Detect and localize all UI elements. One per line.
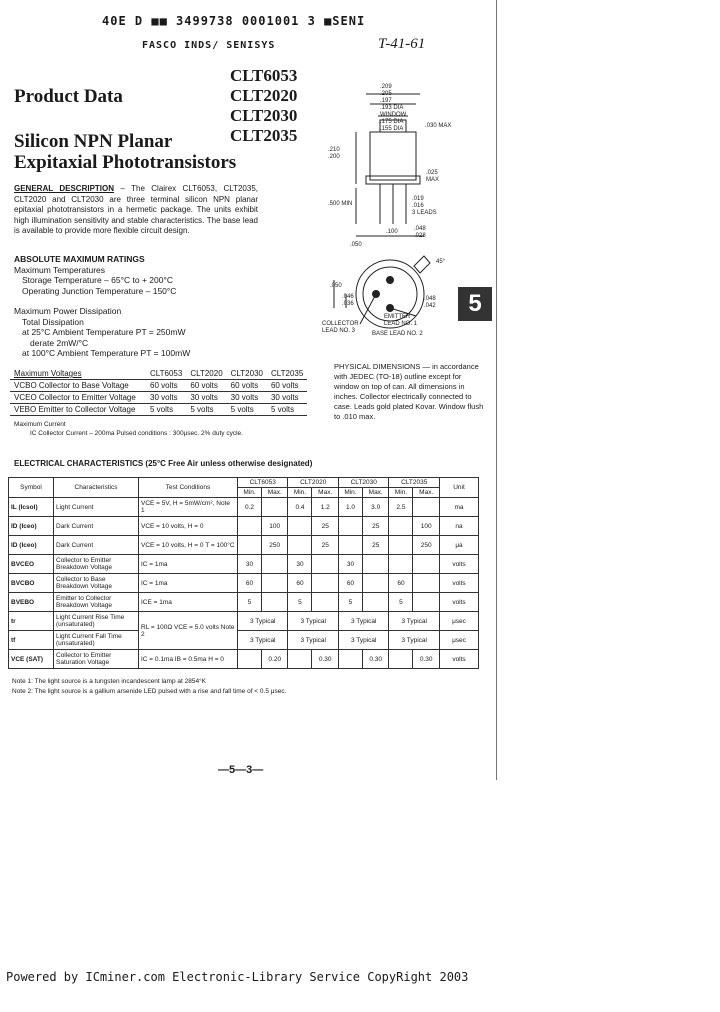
ec-unit: ma	[440, 498, 479, 517]
ec-value: 60	[338, 574, 362, 593]
dim-label: .019	[412, 196, 424, 202]
ec-symbol: ID (Iceo)	[9, 536, 54, 555]
company-name: FASCO INDS/ SENISYS	[142, 40, 276, 51]
dim-label: .028	[414, 233, 426, 239]
volt-col-1: CLT6053	[150, 369, 183, 378]
power-heading: Maximum Power Dissipation	[14, 306, 122, 316]
dim-label: .025	[426, 170, 438, 176]
ec-header-row	[9, 478, 479, 488]
model-3: CLT2030	[230, 106, 298, 125]
ec-symbol: tf	[9, 631, 54, 650]
ec-condition: RL = 100Ω VCE = 5.0 volts Note 2	[139, 612, 238, 650]
pin-collector	[387, 277, 394, 284]
ec-value	[288, 517, 312, 536]
dim-label-tab	[414, 226, 426, 240]
page-number: —5—3—	[218, 764, 264, 776]
ec-value	[288, 536, 312, 555]
ec-value	[413, 593, 440, 612]
bottom-view-inner	[363, 267, 417, 321]
dim-label: .155 DIA	[380, 126, 404, 132]
model-1: CLT6053	[230, 66, 298, 85]
voltage-value: 5 volts	[270, 405, 295, 414]
operating-temp: Operating Junction Temperature – 150°C	[22, 285, 177, 296]
subtitle-line2: Expitaxial Phototransistors	[14, 152, 237, 173]
ec-symbol: IL (Icsol)	[9, 498, 54, 517]
voltage-value: 5 volts	[190, 405, 214, 414]
ratings-block	[14, 254, 190, 359]
dim-label: .200	[328, 154, 340, 160]
current-heading: Maximum Current	[14, 421, 66, 428]
dim-label: .036	[342, 301, 354, 307]
dim-label-046	[342, 294, 354, 308]
voltage-value: 5 volts	[150, 405, 174, 414]
model-2: CLT2020	[230, 86, 298, 105]
voltage-value: 30 volts	[230, 393, 259, 402]
ec-value	[261, 574, 288, 593]
ec-head-min: Min.	[338, 488, 362, 498]
storage-temp: Storage Temperature – 65°C to + 200°C	[22, 275, 173, 285]
voltage-label: VEBO Emitter to Collector Voltage	[14, 405, 136, 414]
dim-label: .205	[380, 91, 392, 97]
ec-row	[9, 593, 479, 612]
ec-value	[312, 593, 339, 612]
ec-typical: 3 Typical	[288, 631, 338, 650]
general-heading: GENERAL DESCRIPTION	[14, 184, 115, 193]
ec-value	[413, 498, 440, 517]
ec-value: 5	[288, 593, 312, 612]
ec-value: 250	[413, 536, 440, 555]
dim-label: .209	[380, 84, 392, 90]
dissipation-25c: at 25°C Ambient Temperature PT = 250mW	[22, 327, 186, 337]
ec-head-min: Min.	[389, 488, 413, 498]
ec-value: 2.5	[389, 498, 413, 517]
ec-value	[238, 536, 262, 555]
voltage-value: 60 volts	[150, 381, 178, 390]
dim-label-025	[426, 170, 439, 184]
ec-characteristic: Light Current	[54, 498, 139, 517]
ec-value: 60	[238, 574, 262, 593]
dissipation-100c: at 100°C Ambient Temperature PT = 100mW	[22, 348, 191, 358]
ec-value: 25	[312, 536, 339, 555]
ec-value: 0.30	[312, 650, 339, 669]
ec-title: ELECTRICAL CHARACTERISTICS (25°C Free Air unless otherwise designated)	[14, 459, 313, 468]
volt-col-4: CLT2035	[270, 369, 304, 378]
ec-typical: 3 Typical	[338, 631, 388, 650]
ec-typical: 3 Typical	[288, 612, 338, 631]
ec-symbol: BVEBO	[9, 593, 54, 612]
tab-marker-number: 5	[468, 290, 482, 317]
footer-text: Powered by ICminer.com Electronic-Library Service CopyRight 2003	[6, 970, 469, 984]
ec-head-unit: Unit	[440, 478, 479, 498]
dim-label: .193 DIA	[380, 105, 404, 111]
emitter-label-lead: LEAD NO. 1	[384, 321, 418, 327]
subtitle-line1: Silicon NPN Planar	[14, 131, 173, 152]
label-base: BASE LEAD NO. 2	[372, 331, 423, 337]
ec-table	[8, 477, 479, 669]
ec-value: 25	[312, 517, 339, 536]
right-margin-rule	[496, 0, 497, 780]
ec-unit: μsec	[440, 631, 479, 650]
voltage-value: 60 volts	[270, 381, 299, 390]
ec-unit: volts	[440, 574, 479, 593]
ec-condition: IC = 0.1ma IB = 0.5ma H = 0	[139, 650, 238, 669]
ec-head-max: Max.	[413, 488, 440, 498]
voltage-value: 5 volts	[230, 405, 254, 414]
ec-head-symbol: Symbol	[9, 478, 54, 498]
ec-head-model: CLT6053	[238, 478, 288, 488]
ec-value: 60	[288, 574, 312, 593]
ec-characteristic: Collector to Base Breakdown Voltage	[54, 574, 139, 593]
ec-row	[9, 650, 479, 669]
ec-row	[9, 555, 479, 574]
ec-value	[389, 555, 413, 574]
ec-value	[389, 536, 413, 555]
ec-value	[312, 555, 339, 574]
ec-value	[338, 517, 362, 536]
ec-value	[261, 555, 288, 574]
ec-value: 1.2	[312, 498, 339, 517]
ec-characteristic: Light Current Rise Time (unsaturated)	[54, 612, 139, 631]
physical-dimensions: PHYSICAL DIMENSIONS — in accordance with JEDEC (TO-18) outline except for window on top of can. All dimensions in inches. Collector electrically connected to case. Leads gold plated Kovar. Window flush to .010 max.	[334, 362, 484, 421]
dim-label: 3 LEADS	[412, 210, 437, 216]
ec-value	[362, 574, 389, 593]
ec-head-model: CLT2030	[338, 478, 388, 488]
dim-label: .050	[350, 242, 362, 248]
ec-value	[288, 650, 312, 669]
ec-value: 0.30	[362, 650, 389, 669]
voltage-label: VCEO Collector to Emitter Voltage	[14, 393, 136, 402]
ec-typical: 3 Typical	[338, 612, 388, 631]
ec-value: 0.2	[238, 498, 262, 517]
ec-unit: volts	[440, 593, 479, 612]
ec-unit: volts	[440, 650, 479, 669]
dim-label-height	[328, 147, 340, 161]
ec-value	[338, 536, 362, 555]
ec-characteristic: Emitter to Collector Breakdown Voltage	[54, 593, 139, 612]
ec-value: 100	[413, 517, 440, 536]
ec-value: 60	[389, 574, 413, 593]
dim-label: MAX	[426, 177, 440, 183]
ec-characteristic: Dark Current	[54, 536, 139, 555]
ec-value: 0.30	[413, 650, 440, 669]
dim-label: .100	[386, 229, 398, 235]
section-tab-marker	[458, 287, 492, 321]
dim-label: WINDOW	[380, 112, 407, 118]
voltage-value: 60 volts	[230, 381, 259, 390]
ec-head-characteristics: Characteristics	[54, 478, 139, 498]
label-collector	[322, 321, 359, 335]
voltage-value: 30 volts	[150, 393, 178, 402]
ec-value: 25	[362, 536, 389, 555]
ec-value	[413, 574, 440, 593]
voltages-header-row	[10, 368, 307, 380]
can-body	[370, 132, 416, 180]
orientation-tab	[414, 256, 430, 273]
dim-label: .030 MAX	[425, 123, 452, 129]
ec-row	[9, 498, 479, 517]
ec-value: 30	[338, 555, 362, 574]
ec-head-max: Max.	[312, 488, 339, 498]
dim-label: .016	[412, 203, 424, 209]
ec-head-max: Max.	[362, 488, 389, 498]
ec-value: 1.0	[338, 498, 362, 517]
dim-label: .042	[424, 303, 436, 309]
ec-symbol: BVCBO	[9, 574, 54, 593]
ec-characteristic: Light Current Fall Time (unsaturated)	[54, 631, 139, 650]
ec-row	[9, 574, 479, 593]
dim-label: .046	[342, 294, 354, 300]
ec-unit: volts	[440, 555, 479, 574]
ec-value	[312, 574, 339, 593]
ec-row	[9, 517, 479, 536]
ec-condition: VCE = 10 volts, H = 0	[139, 517, 238, 536]
dim-label: 45°	[436, 259, 446, 265]
temp-heading: Maximum Temperatures	[14, 264, 106, 275]
ec-typical: 3 Typical	[389, 612, 440, 631]
ec-head-min: Min.	[288, 488, 312, 498]
voltages-table	[10, 368, 307, 416]
ec-note-2: Note 2: The light source is a gallium arsenide LED pulsed with a rise and fall time of < 0.5 μsec.	[12, 688, 287, 695]
ec-value	[238, 650, 262, 669]
ec-symbol: tr	[9, 612, 54, 631]
voltage-value: 30 volts	[190, 393, 218, 402]
collector-label: COLLECTOR	[322, 321, 359, 327]
ec-value: 0.4	[288, 498, 312, 517]
label-emitter	[384, 314, 417, 328]
ec-value	[338, 650, 362, 669]
ec-head-min: Min.	[238, 488, 262, 498]
voltage-value: 60 volts	[190, 381, 218, 390]
ec-value: 25	[362, 517, 389, 536]
ec-typical: 3 Typical	[238, 631, 288, 650]
ec-value	[413, 555, 440, 574]
ec-characteristic: Collector to Emitter Breakdown Voltage	[54, 555, 139, 574]
ec-typical: 3 Typical	[238, 612, 288, 631]
general-text: – The Clairex CLT6053, CLT2035, CLT2020 and CLT2030 are three terminal silicon NPN planar epitaxial phototransistors in a hermetic package. The units exhibit high illumination sensitivity and stable characteristics. The base lead is available to provide more flexible circuit design.	[14, 184, 258, 235]
ec-row	[9, 631, 479, 650]
ec-value: 250	[261, 536, 288, 555]
ec-value	[389, 650, 413, 669]
ec-value: 100	[261, 517, 288, 536]
total-dissipation: Total Dissipation	[22, 316, 84, 327]
current-text: IC Collector Current – 200ma Pulsed conditions : 300μsec. 2% duty cycle.	[30, 430, 243, 437]
ec-unit: na	[440, 517, 479, 536]
volt-col-2: CLT2020	[190, 369, 223, 378]
ec-condition: IC = 1ma	[139, 574, 238, 593]
ec-condition: IC = 1ma	[139, 555, 238, 574]
ec-condition: ICE = 1ma	[139, 593, 238, 612]
volt-col-3: CLT2030	[230, 369, 263, 378]
ec-symbol: VCE (SAT)	[9, 650, 54, 669]
ec-value: 5	[389, 593, 413, 612]
dim-label: .050	[330, 283, 342, 289]
ec-characteristic: Collector to Emitter Saturation Voltage	[54, 650, 139, 669]
dim-label-leads	[412, 196, 437, 217]
dim-label: .175 DIA	[380, 119, 404, 125]
dim-label: .048	[424, 296, 436, 302]
drawing-dim-labels	[380, 84, 406, 133]
derate: derate 2mW/°C	[30, 337, 89, 348]
ec-row	[9, 612, 479, 631]
ec-value	[362, 593, 389, 612]
emitter-label: EMITTER	[384, 314, 411, 320]
ec-typical: 3 Typical	[389, 631, 440, 650]
general-description	[14, 184, 258, 237]
ec-head-max: Max.	[261, 488, 288, 498]
ec-value: 30	[288, 555, 312, 574]
ec-value	[261, 593, 288, 612]
ec-symbol: ID (Iceo)	[9, 517, 54, 536]
ec-characteristic: Dark Current	[54, 517, 139, 536]
dim-label: .210	[328, 147, 340, 153]
ec-value	[389, 517, 413, 536]
voltage-row	[10, 404, 307, 416]
model-list	[230, 66, 297, 146]
handwritten-code: T-41-61	[378, 36, 426, 52]
ec-symbol: BVCEO	[9, 555, 54, 574]
ec-unit: μa	[440, 536, 479, 555]
voltage-row	[10, 380, 307, 392]
ec-value: 0.20	[261, 650, 288, 669]
dim-label-048	[424, 296, 436, 310]
dim-label: .500 MIN	[328, 201, 353, 207]
ec-value	[238, 517, 262, 536]
header-code-line: 40E D ■■ 3499738 0001001 3 ■SENI	[102, 14, 366, 28]
ec-value: 3.0	[362, 498, 389, 517]
ec-note-1: Note 1: The light source is a tungsten incandescent lamp at 2854°K	[12, 678, 206, 685]
ec-row	[9, 536, 479, 555]
ec-value	[261, 498, 288, 517]
ec-value: 5	[338, 593, 362, 612]
ec-head-conditions: Test Conditions	[139, 478, 238, 498]
voltage-label: VCBO Collector to Base Voltage	[14, 381, 129, 390]
ec-head-model: CLT2020	[288, 478, 338, 488]
ratings-heading: ABSOLUTE MAXIMUM RATINGS	[14, 254, 145, 264]
product-data-title: Product Data	[14, 86, 123, 107]
ec-condition: VCE = 5V, H = 5mW/cm², Note 1	[139, 498, 238, 517]
ec-head-model: CLT2035	[389, 478, 440, 488]
voltages-heading: Maximum Voltages	[14, 369, 82, 378]
model-4: CLT2035	[230, 126, 298, 145]
voltage-value: 30 volts	[270, 393, 299, 402]
ec-unit: μsec	[440, 612, 479, 631]
dim-label: .048	[414, 226, 426, 232]
voltage-row	[10, 392, 307, 404]
ec-value: 30	[238, 555, 262, 574]
dim-label: .197	[380, 98, 392, 104]
ec-value: 5	[238, 593, 262, 612]
collector-label-lead: LEAD NO. 3	[322, 328, 356, 334]
ec-condition: VCE = 10 volts, H = 0 T = 100°C	[139, 536, 238, 555]
ec-value	[362, 555, 389, 574]
